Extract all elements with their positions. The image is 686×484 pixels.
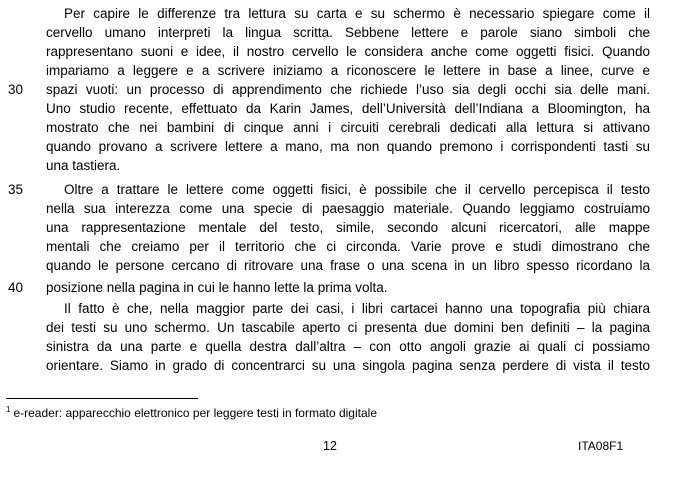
footnote — [6, 402, 646, 421]
text-line: rappresentano suoni e idee, il nostro cervello le considera anche come oggetti fisici. Quando — [46, 44, 650, 59]
text-line: impariamo a leggere e a scrivere iniziamo a riconoscere le lettere in base a linee, curve e — [46, 63, 650, 78]
footnote-text: e-reader: apparecchio elettronico per leggere testi in formato digitale — [13, 406, 377, 420]
text-line: posizione nella pagina in cui le hanno lette la prima volta. — [46, 280, 388, 295]
document-code: ITA08F1 — [578, 439, 624, 453]
text-line: dei testi su uno schermo. Un tascabile aperto ci presenta due domini ben definiti – la pagina — [46, 320, 650, 335]
text-line: quando le persone cercano di ritrovare una frase o una scena in un libro spesso ricordano la — [46, 258, 650, 273]
text-line: spazi vuoti: un processo di apprendimento che richiede l’uso sia degli occhi sia delle mani. — [46, 82, 650, 97]
line-number: 30 — [8, 82, 24, 97]
footnote-divider — [6, 398, 198, 399]
text-line: Uno studio recente, effettuato da Karin James, dell’Università dell’Indiana a Bloomington, ha — [46, 101, 650, 116]
text-line: orientare. Siamo in grado di concentrarci su una singola pagina senza perdere di vista il testo — [46, 358, 650, 373]
text-line: sinistra da una parte e quella destra dall’altra – con otto angoli grazie ai quali ci possiamo — [46, 339, 650, 354]
text-line: cervello umano interpreti la lingua scritta. Sebbene lettere e parole siano simboli che — [46, 25, 650, 40]
text-line: nella sua interezza come una specie di paesaggio materiale. Quando leggiamo costruiamo — [46, 201, 650, 216]
text-line: una rappresentazione mentale del testo, simile, secondo alcuni ricercatori, alle mappe — [46, 220, 650, 235]
text-line: Oltre a trattare le lettere come oggetti fisici, è possibile che il cervello percepisca il testo — [64, 182, 650, 197]
text-line: mostrato che nei bambini di cinque anni i circuiti cerebrali dedicati alla lettura si attivano — [46, 120, 650, 135]
text-line: Il fatto è che, nella maggior parte dei casi, i libri cartacei hanno una topografia più chiara — [64, 301, 650, 316]
text-line: mentali che creiamo per il territorio che ci circonda. Varie prove e studi dimostrano che — [46, 239, 650, 254]
footnote-marker: 1 — [6, 405, 11, 414]
page-number: 12 — [323, 439, 337, 453]
line-number: 40 — [8, 280, 24, 295]
line-number: 35 — [8, 182, 24, 197]
text-line: Per capire le differenze tra lettura su carta e su schermo è necessario spiegare come il — [64, 6, 650, 21]
text-line: una tastiera. — [46, 158, 121, 173]
text-line: quando provano a scrivere lettere a mano, ma non quando premono i corrispondenti tasti su — [46, 139, 650, 154]
